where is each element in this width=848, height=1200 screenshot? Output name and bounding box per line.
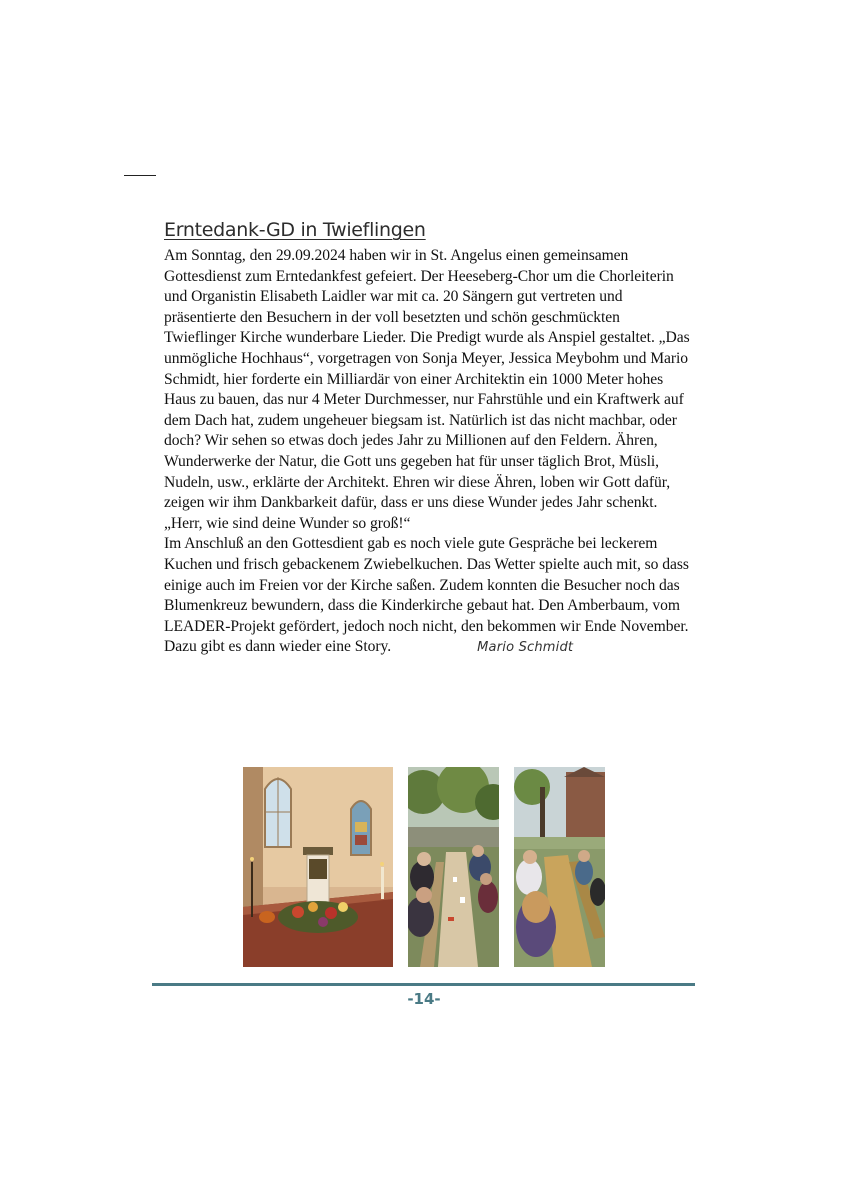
article-paragraph: Am Sonntag, den 29.09.2024 haben wir in St. Angelus einen gemeinsamen Gottesdienst zum Erntedankfest gefeiert. Der Heeseberg-Chor um die Chorleiterin und Organistin Elisabeth Laidler war mit ca. 20 Sängern gut vertreten und präsentierte den Besuchern in der voll besetzten und schön geschmückten Twieflinger Kirche wunderbare Lieder. Die Predigt wurde als Anspiel gestaltet. „Das unmögliche Hochhaus“, vorgetragen von Sonja Meyer, Jessica Meybohm und Mario Schmidt, hier forderte ein Milliardär von einer Architektin ein 1000 Meter hohes Haus zu bauen, das nur 4 Meter Durchmesser, nur Fahrstühle und ein Kraftwerk auf dem Dach hat, zudem ungeheuer biegsam ist. Natürlich ist das nicht machbar, oder doch? Wir sehen so etwas doch jedes Jahr zu Millionen auf den Feldern. Ähren, Wunderwerke der Natur, die Gott uns gegeben hat für unser täglich Brot, Müsli, Nudeln, usw., erklärte der Architekt. Ehren wir diese Ähren, loben wir Gott dafür, zeigen wir ihm Dankbarkeit dafür, dass er uns diese Wunder jedes Jahr schenkt. „Herr, wie sind deine Wunder so groß!“ <box>164 247 690 532</box>
footer-divider <box>152 983 695 986</box>
author-signature: Mario Schmidt <box>477 640 574 656</box>
article-body <box>164 246 692 659</box>
outdoor-benches-photo <box>514 767 605 967</box>
outdoor-tables-photo <box>408 767 499 967</box>
article-paragraph-closing <box>164 534 692 659</box>
crop-mark <box>124 175 156 176</box>
church-interior-photo <box>243 767 393 967</box>
photo-strip <box>243 767 605 967</box>
article <box>164 214 692 659</box>
article-title: Erntedank-GD in Twieflingen <box>164 219 426 241</box>
article-paragraph: Im Anschluß an den Gottesdient gab es noch viele gute Gespräche bei leckerem Kuchen und frisch gebackenem Zwiebelkuchen. Das Wetter spielte auch mit, so dass einige auch im Freien vor der Kirche saßen. Zudem konnten die Besucher noch das Blumenkreuz bewundern, dass die Kinderkirche gebaut hat. Den Amberbaum, vom LEADER-Projekt gefördert, jedoch noch nicht, den bekommen wir Ende November. Dazu gibt es dann wieder eine Story. <box>164 535 689 656</box>
page-number: -14- <box>407 990 441 1008</box>
